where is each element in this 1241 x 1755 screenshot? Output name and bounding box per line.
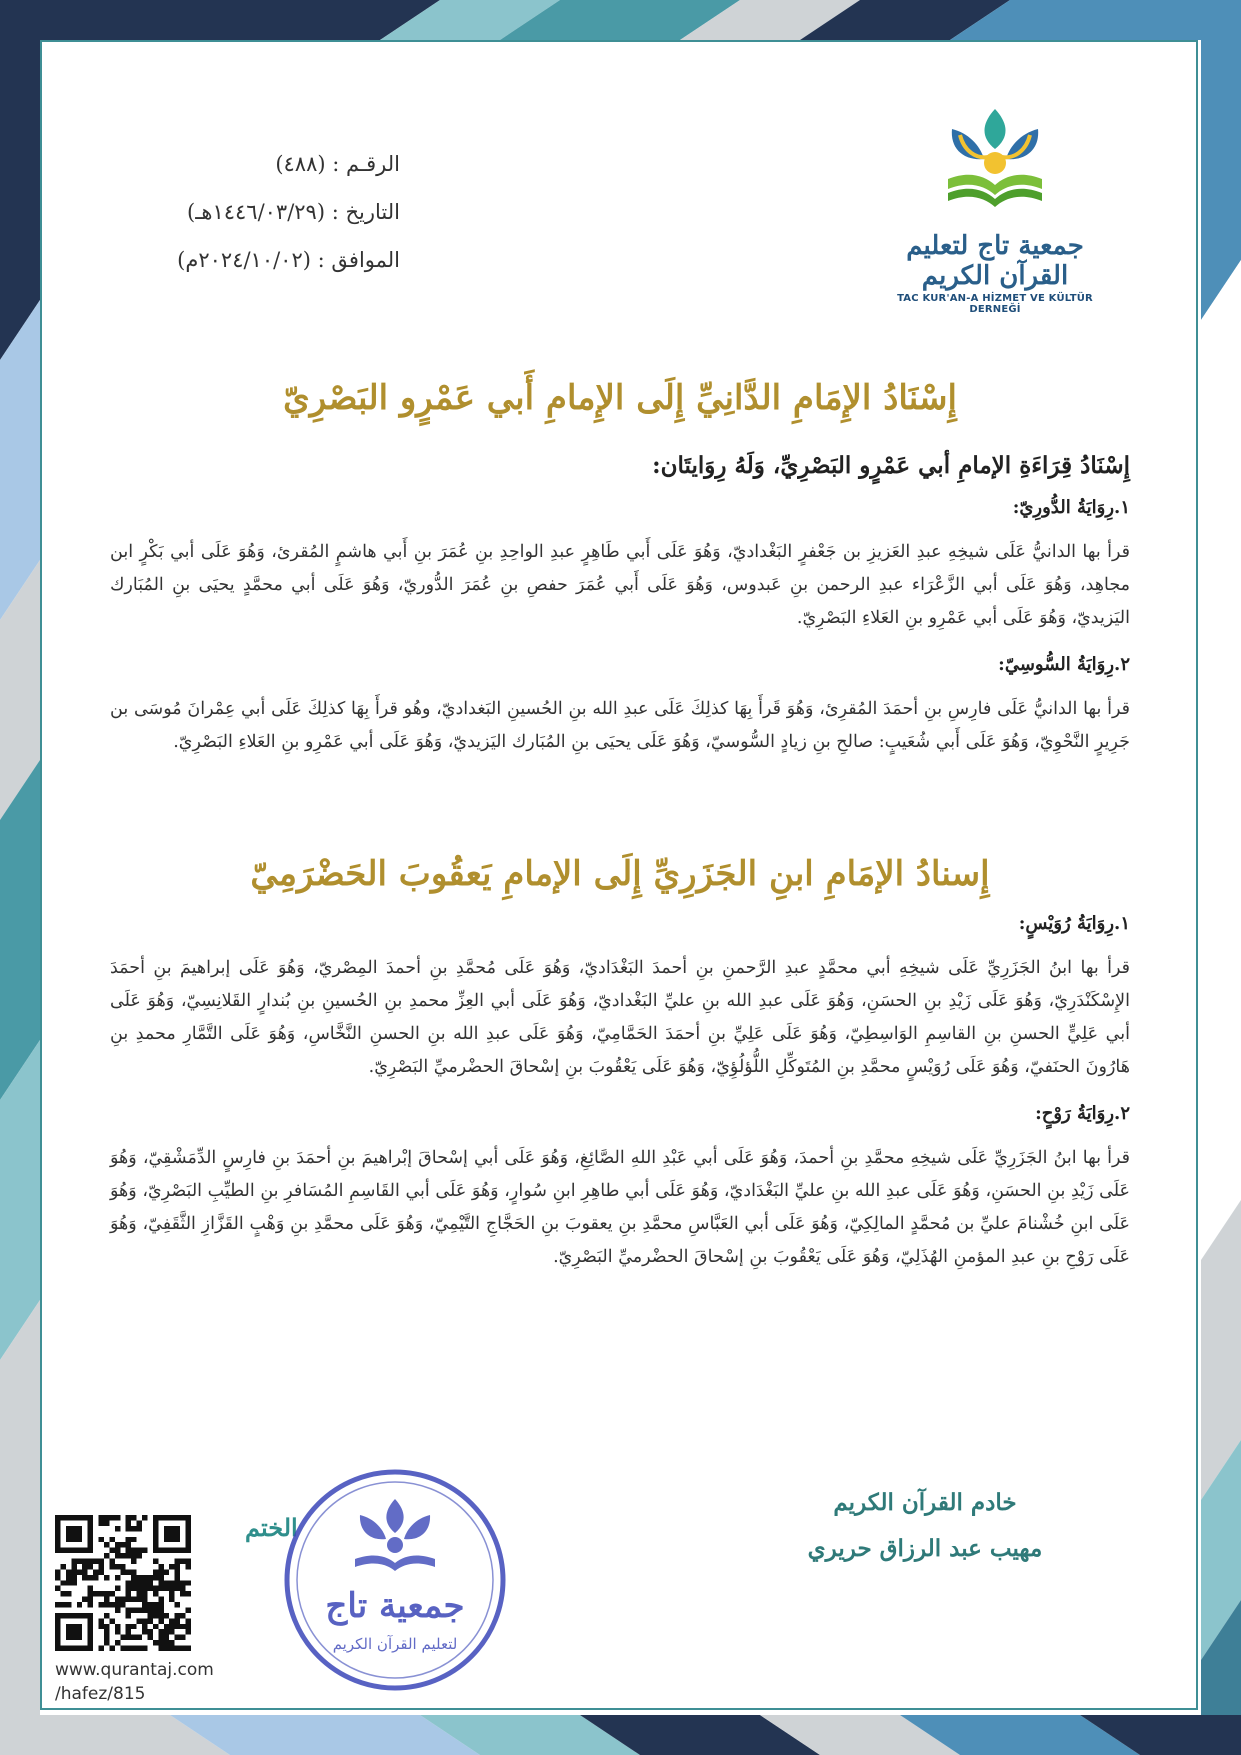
signature-block (790, 1480, 1060, 1572)
footer-url[interactable] (55, 1658, 214, 1706)
riwaya-rawh-title: ٢.رِوَايَةُ رَوْحٍ: (1035, 1103, 1130, 1124)
reference-number-label: الرقـم : (332, 152, 400, 176)
signer-role: خادم القرآن الكريم (833, 1489, 1017, 1516)
riwaya-duri-text: قرأ بها الدانيُّ عَلَى شيخِهِ عبدِ العَزيزِ بن جَعْفرٍ البَغْداديّ، وَهُوَ عَلَى أَبي طَاهِرٍ عبدِ الواحِدِ بنِ عُمَرَ بنِ أَبي هاشمٍ المُقرئ، وَهُوَ عَلَى أبي بَكْرٍ ابن مجاهِد، وَهُوَ عَلَى أبي الزَّعْرَاء عبدِ الرحمن بنِ عَبدوس، وَهُوَ عَلَى أَبي عُمَرَ حفصِ بنِ عُمَرَ الدُّوريّ، وَهُوَ عَلَى أبي محمَّدٍ يحيَى بنِ المُبَارك اليَزيديّ، وَهُوَ عَلَى أبي عَمْرِو بنِ العَلاءِ البَصْرِيّ. (110, 542, 1130, 628)
gregorian-date-value: (٢٠٢٤/١٠/٠٢م) (177, 248, 311, 272)
riwaya-susi-title: ٢.رِوَايَةُ السُّوسِيّ: (998, 654, 1130, 675)
association-stamp (280, 1465, 510, 1695)
section1-body (110, 446, 1130, 759)
hijri-date-label: التاريخ : (331, 200, 400, 224)
reference-block (140, 140, 400, 284)
reference-hijri-date (140, 188, 400, 236)
section-dani-isnad (110, 372, 1130, 424)
seal-label: الختم (245, 1513, 298, 1542)
reference-gregorian-date (140, 236, 400, 284)
association-logo (870, 105, 1120, 315)
riwaya-susi-text: قرأ بها الدانيُّ عَلَى فارِسِ بنِ أحمَدَ المُقرِئ، وَهُوَ قَرأَ بِهَا كذلِكَ عَلَى عبدِ الله بنِ الحُسينِ البَغداديّ، وهُو قرأَ بِهَا كذلِكَ عَلَى أبي عِمْرانَ مُوسَى بن جَرِيرٍ النَّحْوِيّ، وَهُوَ عَلَى أَبي شُعَيبٍ: صالحِ بنِ زيادٍ السُّوسيّ، وَهُوَ عَلَى يحيَى بنِ المُبَارك اليَزيديّ، وَهُوَ عَلَى أبي عَمْرِو بنِ العَلاءِ البَصْرِيّ. (110, 699, 1130, 752)
logo-turkish-name: TAC KUR'AN-A HİZMET VE KÜLTÜR DERNEĞİ (897, 293, 1093, 315)
section2-title: إِسنادُ الإمَامِ ابنِ الجَزَرِيِّ إِلَى الإمامِ يَعقُوبَ الحَضْرَمِيّ (250, 854, 990, 894)
reference-number (140, 140, 400, 188)
crown-book-logo-icon (930, 105, 1060, 223)
footer-url-domain[interactable]: www.qurantaj.com (55, 1660, 214, 1680)
riwaya-rawh-text: قرأ بها ابنُ الجَزَرِيِّ عَلَى شيخِهِ محمَّدِ بنِ أحمدَ، وَهُوَ عَلَى أبي عَبْدِ اللهِ الصَّائِغِ، وَهُوَ عَلَى أبي إسْحاقَ إبْراهيمَ بنِ أحمَدَ بنِ فارِسٍ الدِّمَشْقِيّ، وَهُوَ عَلَى زَيْدِ بنِ الحسَنِ، وَهُوَ عَلَى عبدِ الله بنِ عليِّ البَغْدَاديّ، وَهُوَ عَلَى أبي طاهِرِ ابنِ سُوارٍ، وَهُوَ عَلَى أبي القَاسِمِ المُسَافرِ بنِ الطيِّبِ البَصْرِيّ، وَهُوَ عَلَى ابنِ خُشْنامَ عليِّ بن مُحمَّدٍ المالِكِيّ، وَهُوَ عَلَى أبي العَبَّاسِ محمَّدِ بنِ يعقوبَ بنِ الحَجَّاجِ التَّيْمِيّ، وَهُوَ عَلَى محمَّدِ بنِ وَهْبٍ القَزَّازِ الثَّقَفِيّ، وَهُوَ عَلَى رَوْحِ بنِ عبدِ المؤمنِ الهُذَلِيّ، وَهُوَ عَلَى يَعْقُوبَ بنِ إسْحاقَ الحضْرميِّ البَصْرِيّ. (110, 1148, 1130, 1267)
stamp-sub-text: لتعليم القرآن الكريم (332, 1635, 458, 1653)
logo-arabic-name: جمعية تاج لتعليم القرآن الكريم (906, 231, 1084, 291)
section2-body (110, 908, 1130, 1274)
riwaya-ruways-text: قرأ بها ابنُ الجَزَرِيِّ عَلَى شيخِهِ أبي محمَّدٍ عبدِ الرَّحمنِ بنِ أحمدَ البَغْدَاديّ، وَهُوَ عَلَى مُحمَّدِ بنِ أحمدَ المِصْريّ، وَهُوَ عَلَى إبراهيمَ بنِ أحمَدَ الإِسْكَنْدَرِيّ، وَهُوَ عَلَى زَيْدِ بنِ الحسَنِ، وَهُوَ عَلَى عبدِ الله بنِ عليِّ البَغْداديّ، وَهُوَ عَلَى أبي العِزِّ محمدِ بنِ الحُسينِ بنِ بُندارٍ القَلانِسِيّ، وَهُوَ عَلَى أبي عَلِيٍّ الحسنِ بنِ القاسِمِ الوَاسِطِيّ، وَهُوَ عَلَى عَلِيِّ بنِ أحمَدَ الحَمَّامِيّ، وَهُوَ عَلَى عبدِ الله بنِ الحسنِ النَّخَّاسِ، وَهُوَ عَلَى التَّمَّارِ محمدِ بنِ هَارُونَ الحنَفيّ، وَهُوَ عَلَى رُوَيْسٍ محمَّدِ بنِ المُتَوكِّلِ اللُّؤلُؤِيّ، وَهُوَ عَلَى يَعْقُوبَ بنِ إسْحاقَ الحضْرميِّ البَصْرِيّ. (110, 958, 1130, 1077)
section1-subtitle: إِسْنَادُ قِرَاءَةِ الإمامِ أبي عَمْرٍو البَصْرِيِّ، وَلَهُ رِوَايتَان: (652, 452, 1130, 479)
signer-name: مهيب عبد الرزاق حريري (807, 1535, 1043, 1562)
qr-code[interactable] (55, 1515, 191, 1651)
section-jazari-isnad (110, 848, 1130, 900)
gregorian-date-label: الموافق : (317, 248, 400, 272)
hijri-date-value: (١٤٤٦/٠٣/٢٩هـ) (187, 200, 326, 224)
reference-number-value: (٤٨٨) (275, 152, 326, 176)
riwaya-ruways-title: ١.رِوَايَةُ رُوَيْسٍ: (1018, 913, 1130, 934)
stamp-main-text: جمعية تاج (325, 1586, 465, 1626)
riwaya-duri-title: ١.رِوَايَةُ الدُّورِيّ: (1012, 497, 1130, 518)
section1-title: إِسْنَادُ الإِمَامِ الدَّانِيِّ إِلَى الإِمامِ أَبي عَمْرٍو البَصْرِيّ (283, 378, 957, 418)
footer-url-path[interactable]: /hafez/815 (55, 1684, 146, 1704)
